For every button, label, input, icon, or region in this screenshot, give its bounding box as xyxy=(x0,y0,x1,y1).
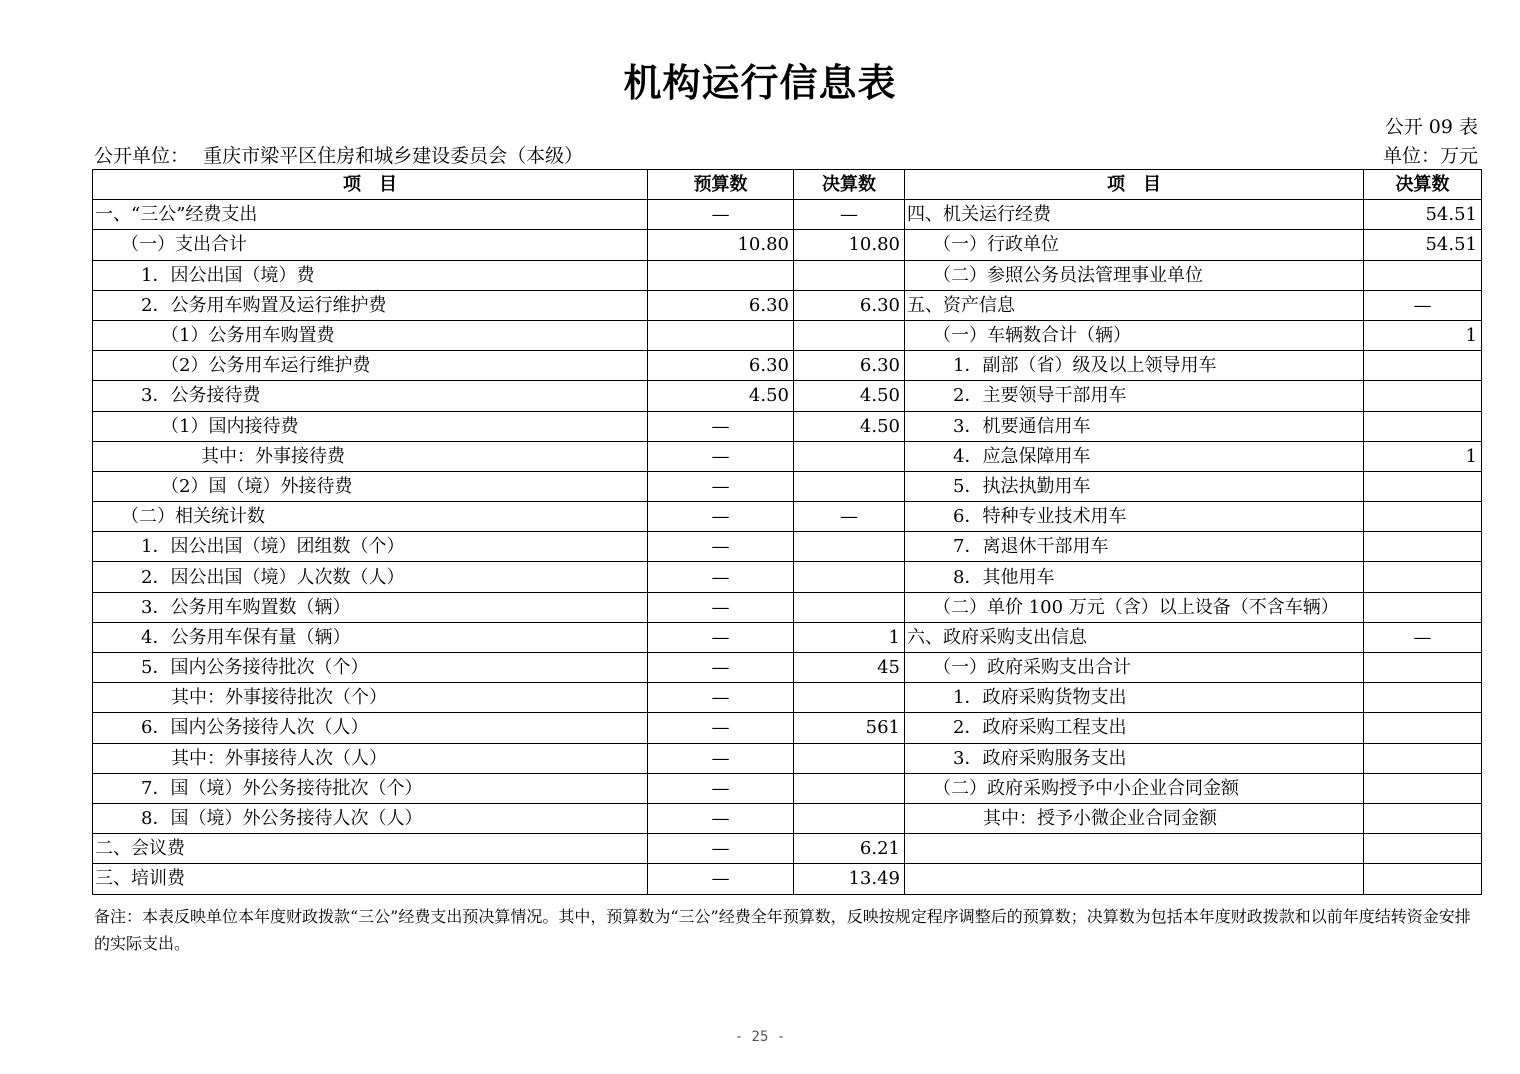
table-row xyxy=(93,683,1482,713)
right-final-value: 54.51 xyxy=(1364,200,1482,230)
left-final-value: 45 xyxy=(794,653,905,683)
right-final-value xyxy=(1364,653,1482,683)
left-item-label: 2．因公出国（境）人次数（人） xyxy=(93,562,648,592)
currency-unit: 单位：万元 xyxy=(1382,145,1478,167)
org-info xyxy=(94,141,591,168)
right-item-label: （二）参照公务员法管理事业单位 xyxy=(905,260,1364,290)
left-budget-value xyxy=(648,260,794,290)
right-item-label: （二）政府采购授予中小企业合同金额 xyxy=(905,773,1364,803)
right-item-label: 4．应急保障用车 xyxy=(905,441,1364,471)
left-budget-value: — xyxy=(648,864,794,894)
right-final-value: — xyxy=(1364,290,1482,320)
left-item-label: 1．因公出国（境）团组数（个） xyxy=(93,532,648,562)
table-row xyxy=(93,803,1482,833)
right-final-value: 54.51 xyxy=(1364,230,1482,260)
header-final: 决算数 xyxy=(794,170,905,200)
left-budget-value: — xyxy=(648,471,794,501)
right-final-value xyxy=(1364,834,1482,864)
right-item-label: 7．离退休干部用车 xyxy=(905,532,1364,562)
left-budget-value: 10.80 xyxy=(648,230,794,260)
left-item-label: 7．国（境）外公务接待批次（个） xyxy=(93,773,648,803)
right-item-label: 六、政府采购支出信息 xyxy=(905,622,1364,652)
form-number: 公开 09 表 xyxy=(1384,116,1478,138)
left-item-label: （一）支出合计 xyxy=(93,230,648,260)
right-final-value xyxy=(1364,864,1482,894)
right-item-label: 6．特种专业技术用车 xyxy=(905,502,1364,532)
table-row xyxy=(93,381,1482,411)
left-budget-value: — xyxy=(648,562,794,592)
right-final-value xyxy=(1364,683,1482,713)
table-row xyxy=(93,773,1482,803)
left-budget-value: — xyxy=(648,411,794,441)
left-final-value: 1 xyxy=(794,622,905,652)
left-budget-value: — xyxy=(648,653,794,683)
left-budget-value: — xyxy=(648,441,794,471)
right-final-value: 1 xyxy=(1364,320,1482,350)
right-item-label: 5．执法执勤用车 xyxy=(905,471,1364,501)
left-item-label: 2．公务用车购置及运行维护费 xyxy=(93,290,648,320)
unit-line xyxy=(94,141,1478,168)
left-item-label: 1．因公出国（境）费 xyxy=(93,260,648,290)
info-table xyxy=(92,169,1482,895)
table-row xyxy=(93,592,1482,622)
right-final-value xyxy=(1364,532,1482,562)
right-item-label: 3．机要通信用车 xyxy=(905,411,1364,441)
right-final-value xyxy=(1364,773,1482,803)
right-final-value xyxy=(1364,260,1482,290)
left-item-label: （2）公务用车运行维护费 xyxy=(93,351,648,381)
left-final-value: — xyxy=(794,200,905,230)
table-row xyxy=(93,471,1482,501)
footnote: 备注：本表反映单位本年度财政拨款“三公”经费支出预决算情况。其中，预算数为“三公”经费全年预算数，反映按规定程序调整后的预算数；决算数为包括本年度财政拨款和以前年度结转资金安排的实际支出。 xyxy=(94,907,1471,953)
left-budget-value: — xyxy=(648,743,794,773)
header-budget: 预算数 xyxy=(648,170,794,200)
right-item-label: 五、资产信息 xyxy=(905,290,1364,320)
right-final-value xyxy=(1364,411,1482,441)
left-item-label: 3．公务接待费 xyxy=(93,381,648,411)
left-budget-value: — xyxy=(648,592,794,622)
table-row xyxy=(93,200,1482,230)
left-item-label: （二）相关统计数 xyxy=(93,502,648,532)
right-item-label: （一）行政单位 xyxy=(905,230,1364,260)
left-final-value xyxy=(794,743,905,773)
right-item-label: 2．政府采购工程支出 xyxy=(905,713,1364,743)
left-final-value: 4.50 xyxy=(794,411,905,441)
left-final-value: 6.30 xyxy=(794,290,905,320)
left-final-value: 10.80 xyxy=(794,230,905,260)
table-body xyxy=(93,200,1482,894)
left-item-label: （2）国（境）外接待费 xyxy=(93,471,648,501)
right-item-label xyxy=(905,834,1364,864)
left-item-label: （1）公务用车购置费 xyxy=(93,320,648,350)
left-budget-value: — xyxy=(648,683,794,713)
left-item-label: 3．公务用车购置数（辆） xyxy=(93,592,648,622)
right-final-value: 1 xyxy=(1364,441,1482,471)
left-item-label: 6．国内公务接待人次（人） xyxy=(93,713,648,743)
right-final-value xyxy=(1364,502,1482,532)
table-row xyxy=(93,290,1482,320)
left-final-value: 561 xyxy=(794,713,905,743)
table-row xyxy=(93,260,1482,290)
table-row xyxy=(93,864,1482,894)
table-row xyxy=(93,351,1482,381)
right-final-value xyxy=(1364,743,1482,773)
right-final-value xyxy=(1364,381,1482,411)
table-row xyxy=(93,411,1482,441)
left-final-value: 13.49 xyxy=(794,864,905,894)
left-budget-value: — xyxy=(648,532,794,562)
table-row xyxy=(93,532,1482,562)
right-item-label: 其中：授予小微企业合同金额 xyxy=(905,803,1364,833)
left-final-value xyxy=(794,260,905,290)
right-final-value xyxy=(1364,351,1482,381)
left-budget-value: — xyxy=(648,773,794,803)
left-item-label: 其中：外事接待人次（人） xyxy=(93,743,648,773)
left-budget-value: — xyxy=(648,502,794,532)
left-final-value xyxy=(794,532,905,562)
left-item-label: （1）国内接待费 xyxy=(93,411,648,441)
right-item-label: （二）单价 100 万元（含）以上设备（不含车辆） xyxy=(905,592,1364,622)
left-final-value: — xyxy=(794,502,905,532)
table-row xyxy=(93,713,1482,743)
left-final-value xyxy=(794,441,905,471)
left-final-value xyxy=(794,471,905,501)
right-final-value xyxy=(1364,713,1482,743)
right-final-value: — xyxy=(1364,622,1482,652)
table-row xyxy=(93,834,1482,864)
header-right-item: 项 目 xyxy=(905,170,1364,200)
table-row xyxy=(93,743,1482,773)
right-item-label xyxy=(905,864,1364,894)
left-final-value xyxy=(794,773,905,803)
right-final-value xyxy=(1364,592,1482,622)
right-item-label: 1．政府采购货物支出 xyxy=(905,683,1364,713)
left-budget-value: — xyxy=(648,803,794,833)
left-item-label: 8．国（境）外公务接待人次（人） xyxy=(93,803,648,833)
table-header-row xyxy=(93,170,1482,200)
left-budget-value: — xyxy=(648,200,794,230)
right-item-label: 四、机关运行经费 xyxy=(905,200,1364,230)
table-row xyxy=(93,502,1482,532)
left-item-label: 三、培训费 xyxy=(93,864,648,894)
left-item-label: 5．国内公务接待批次（个） xyxy=(93,653,648,683)
left-final-value: 6.30 xyxy=(794,351,905,381)
left-budget-value: — xyxy=(648,622,794,652)
right-final-value xyxy=(1364,562,1482,592)
header-right-final: 决算数 xyxy=(1364,170,1482,200)
left-final-value xyxy=(794,683,905,713)
left-budget-value: 6.30 xyxy=(648,290,794,320)
left-final-value: 4.50 xyxy=(794,381,905,411)
table-row xyxy=(93,622,1482,652)
right-final-value xyxy=(1364,803,1482,833)
org-name: 重庆市梁平区住房和城乡建设委员会（本级） xyxy=(203,145,584,167)
left-final-value xyxy=(794,320,905,350)
right-item-label: （一）政府采购支出合计 xyxy=(905,653,1364,683)
right-item-label: 1．副部（省）级及以上领导用车 xyxy=(905,351,1364,381)
right-item-label: 3．政府采购服务支出 xyxy=(905,743,1364,773)
header-left-item: 项 目 xyxy=(93,170,648,200)
right-final-value xyxy=(1364,471,1482,501)
table-row xyxy=(93,441,1482,471)
left-budget-value xyxy=(648,320,794,350)
left-budget-value: — xyxy=(648,713,794,743)
left-item-label: 二、会议费 xyxy=(93,834,648,864)
left-item-label: 4．公务用车保有量（辆） xyxy=(93,622,648,652)
left-item-label: 其中：外事接待费 xyxy=(93,441,648,471)
table-row xyxy=(93,320,1482,350)
right-item-label: （一）车辆数合计（辆） xyxy=(905,320,1364,350)
right-item-label: 2．主要领导干部用车 xyxy=(905,381,1364,411)
page-title: 机构运行信息表 xyxy=(623,61,897,105)
table-row xyxy=(93,653,1482,683)
left-final-value xyxy=(794,562,905,592)
org-label: 公开单位： xyxy=(94,145,190,167)
left-item-label: 其中：外事接待批次（个） xyxy=(93,683,648,713)
page-number: - 25 - xyxy=(734,1029,786,1045)
table-row xyxy=(93,230,1482,260)
left-budget-value: — xyxy=(648,834,794,864)
left-budget-value: 6.30 xyxy=(648,351,794,381)
left-final-value: 6.21 xyxy=(794,834,905,864)
left-final-value xyxy=(794,803,905,833)
right-item-label: 8．其他用车 xyxy=(905,562,1364,592)
left-final-value xyxy=(794,592,905,622)
left-item-label: 一、“三公”经费支出 xyxy=(93,200,648,230)
left-budget-value: 4.50 xyxy=(648,381,794,411)
table-row xyxy=(93,562,1482,592)
